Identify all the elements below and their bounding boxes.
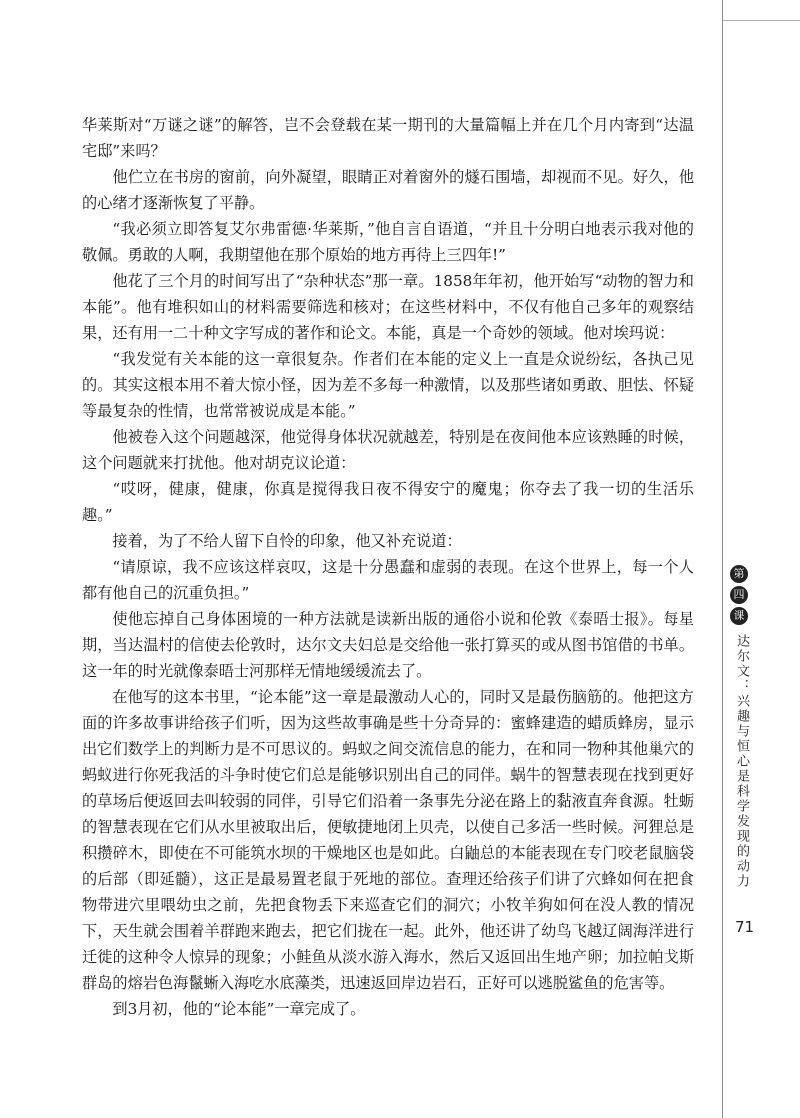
- body-text: [82, 112, 694, 1022]
- paragraph: 使他忘掉自己身体困境的一种方法就是读新出版的通俗小说和伦敦《泰晤士报》。每星期，当达温村的信使去伦敦时，达尔文夫妇总是交给他一张打算买的或从图书馆借的书单。这一年的时光就像泰晤士河那样无情地缓缓流去了。: [82, 610, 694, 680]
- paragraph: “我发觉有关本能的这一章很复杂。作者们在本能的定义上一直是众说纷纭，各执己见的。其实这根本用不着大惊小怪，因为差不多每一种激情，以及那些诸如勇敢、胆怯、怀疑等最复杂的性情，也常常被说成是本能。”: [82, 350, 694, 420]
- paragraph: 到3月初，他的“论本能”一章完成了。: [112, 1000, 366, 1018]
- lesson-char: 四: [730, 586, 748, 604]
- lesson-badge: [730, 565, 752, 628]
- paragraph: 华莱斯对“万谜之谜”的解答，岂不会登载在某一期刊的大量篇幅上并在几个月内寄到“达温宅邸”来吗？: [82, 116, 694, 160]
- paragraph: 接着，为了不给人留下自怜的印象，他又补充说道：: [112, 532, 462, 550]
- paragraph: 他花了三个月的时间写出了“杂种状态”那一章。1858年年初，他开始写“动物的智力和本能”。他有堆积如山的材料需要筛选和核对；在这些材料中，不仅有他自己多年的观察结果，还有用一二十种文字写成的著作和论文。本能，真是一个奇妙的领域。他对埃玛说：: [82, 272, 694, 342]
- paragraph: “请原谅，我不应该这样哀叹，这是十分愚蠢和虚弱的表现。在这个世界上，每一个人都有他自己的沉重负担。”: [82, 558, 694, 602]
- margin-top-rule: [722, 20, 800, 21]
- paragraph: 在他写的这本书里，“论本能”这一章是最激动人心的，同时又是最伤脑筋的。他把这方面的许多故事讲给孩子们听，因为这些故事确是些十分奇异的：蜜蜂建造的蜡质蜂房，显示出它们数学上的判断力是不可思议的。蚂蚁之间交流信息的能力，在和同一物种其他巢穴的蚂蚁进行你死我活的斗争时使它们总是能够识别出自己的同伴。蜗牛的智慧表现在找到更好的草场后便返回去叫较弱的同伴，引导它们沿着一条事先分泌在路上的黏液直奔食源。牡蛎的智慧表现在它们从水里被取出后，便敏捷地闭上贝壳，以使自己多活一些时候。河狸总是积攒碎木，即使在不可能筑水坝的干燥地区也是如此。白鼬总的本能表现在专门咬老鼠脑袋的后部（即延髓），这正是最易置老鼠于死地的部位。查理还给孩子们讲了穴蜂如何在把食物带进穴里喂幼虫之前，先把食物丢下来巡查它们的洞穴；小牧羊狗如何在没人教的情况下，天生就会围着羊群跑来跑去，把它们拢在一起。此外，他还讲了幼鸟飞越辽阔海洋进行迁徙的这种令人惊异的现象；小鲑鱼从淡水游入海水，然后又返回出生地产卵；加拉帕戈斯群岛的熔岩色海鬣蜥入海吃水底藻类，迅速返回岸边岩石，正好可以逃脱鲨鱼的危害等。: [82, 688, 694, 992]
- paragraph: 他被卷入这个问题越深，他觉得身体状况就越差，特别是在夜间他本应该熟睡的时候，这个问题就来打扰他。他对胡克议论道：: [82, 428, 694, 472]
- lesson-char: 课: [730, 607, 748, 625]
- lesson-char: 第: [730, 565, 748, 583]
- paragraph: 他伫立在书房的窗前，向外凝望，眼睛正对着窗外的燧石围墙，却视而不见。好久，他的心绪才逐渐恢复了平静。: [82, 168, 694, 212]
- margin-divider: [722, 0, 723, 1118]
- chapter-title: 达尔文：兴趣与恒心是科学发现的动力: [734, 634, 749, 889]
- page-number: 71: [735, 918, 755, 936]
- paragraph: “我必须立即答复艾尔弗雷德·华莱斯，”他自言自语道，“并且十分明白地表示我对他的敬佩。勇敢的人啊，我期望他在那个原始的地方再待上三四年!”: [82, 220, 694, 264]
- paragraph: “哎呀，健康，健康，你真是搅得我日夜不得安宁的魔鬼；你夺去了我一切的生活乐趣。”: [82, 480, 694, 524]
